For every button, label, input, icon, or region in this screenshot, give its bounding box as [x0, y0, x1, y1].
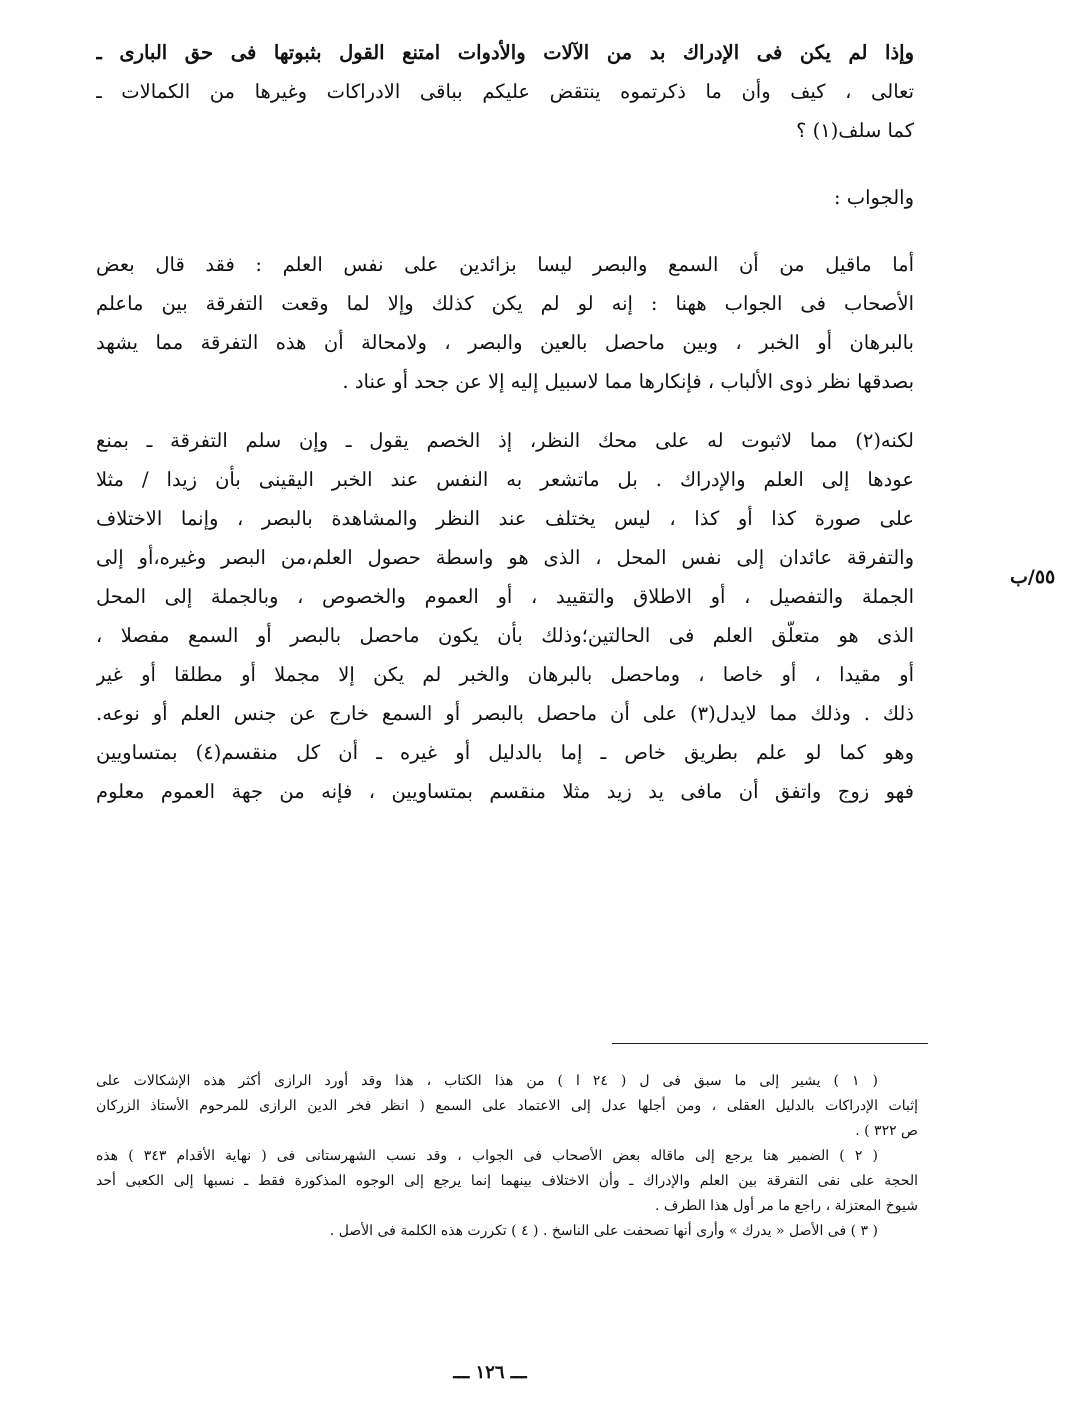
footnote-3-4-line: ( ٣ ) فى الأصل « يدرك » وأرى أنها تصحفت على الناسخ . ( ٤ ) تكررت هذه الكلمة فى الأصل . — [329, 1223, 878, 1239]
footnote-1-line-3: ص ٣٢٢ ) . — [855, 1123, 918, 1139]
paragraph1-line-1: أما ماقيل من أن السمع والبصر ليسا بزائدين على نفس العلم : فقد قال بعض — [96, 253, 914, 276]
paragraph2-line-1: لكنه(٢) مما لاثبوت له على محك النظر، إذ الخصم يقول ـ وإن سلم التفرقة ـ بمنع — [96, 429, 914, 452]
footnote-1-line-1: ( ١ ) يشير إلى ما سبق فى ل ( ٢٤ ا ) من هذا الكتاب ، هذا وقد أورد الرازى أكثر هذه الإشكالات على — [96, 1073, 878, 1089]
paragraph1-line-2: الأصحاب فى الجواب ههنا : إنه لو لم يكن كذلك وإلا لما وقعت التفرقة بين ماعلم — [96, 292, 914, 315]
footnote-2-line-1: ( ٢ ) الضمير هنا يرجع إلى ماقاله بعض الأصحاب فى الجواب ، وقد نسب الشهرستانى فى ( نهاية الأقدام ٣٤٣ ) هذه — [96, 1148, 878, 1164]
footnote-divider — [612, 1043, 928, 1044]
paragraph2-line-7: أو مقيدا ، أو خاصا ، وماحصل بالبرهان والخبر لم يكن إلا مجملا أو مطلقا أو غير — [96, 663, 914, 686]
paragraph2-line-3: على صورة كذا أو كذا ، ليس يختلف عند النظر والمشاهدة بالبصر ، وإنما الاختلاف — [96, 507, 914, 530]
question-line-3: كما سلف(١) ؟ — [796, 119, 914, 142]
paragraph2-line-9: وهو كما لو علم بطريق خاص ـ إما بالدليل أو غيره ـ أن كل منقسم(٤) بمتساويين — [96, 741, 914, 764]
question-line-2: تعالى ، كيف وأن ما ذكرتموه ينتقض عليكم بباقى الادراكات وغيرها من الكمالات ـ — [96, 80, 914, 103]
footnote-2-line-3: شيوخ المعتزلة ، راجع ما مر أول هذا الطرف . — [654, 1198, 918, 1214]
folio-margin-note: ٥٥/ب — [1010, 566, 1056, 588]
footnote-1-line-2: إثبات الإدراكات بالدليل العقلى ، ومن أجلها عدل إلى الاعتماد على السمع ( انظر فخر الدين الرازى للمرحوم الأستاذ الزركان — [96, 1098, 918, 1114]
paragraph2-line-10: فهو زوج واتفق أن مافى يد زيد مثلا منقسم بمتساويين ، فإنه من جهة العموم معلوم — [96, 780, 914, 803]
paragraph2-line-2: عودها إلى العلم والإدراك . بل ماتشعر به النفس عند الخبر اليقينى بأن زيدا / مثلا — [96, 468, 914, 491]
footnotes — [96, 1070, 918, 1245]
answer-heading: والجواب : — [834, 186, 914, 209]
main-text — [96, 38, 914, 816]
paragraph2-line-8: ذلك . وذلك مما لايدل(٣) على أن ماحصل بالبصر أو السمع خارج عن جنس العلم أو نوعه. — [96, 702, 914, 725]
paragraph2-line-5: الجملة والتفصيل ، أو الاطلاق والتقييد ، أو العموم والخصوص ، وبالجملة إلى المحل — [96, 585, 914, 608]
paragraph1-line-4: بصدقها نظر ذوى الألباب ، فإنكارها مما لاسبيل إليه إلا عن جحد أو عناد . — [342, 370, 914, 393]
paragraph1-line-3: بالبرهان أو الخبر ، وبين ماحصل بالعين والبصر ، ولامحالة أن هذه التفرقة مما يشهد — [96, 331, 914, 354]
page-number: ـــ ١٢٦ ـــ — [453, 1362, 527, 1383]
question-line-1: وإذا لم يكن فى الإدراك بد من الآلات والأدوات امتنع القول بثبوتها فى حق البارى ـ — [96, 41, 914, 64]
footnote-2-line-2: الحجة على نفى التفرقة بين العلم والإدراك ـ وأن الاختلاف بينهما إنما يرجع إلى الوجوه المذكورة فقط ـ نسبها إلى الكعبى أحد — [96, 1173, 918, 1189]
paragraph2-line-4: والتفرقة عائدان إلى نفس المحل ، الذى هو واسطة حصول العلم،من البصر وغيره،أو إلى — [96, 546, 914, 569]
paragraph2-line-6: الذى هو متعلّق العلم فى الحالتين؛وذلك بأن يكون ماحصل بالبصر أو السمع مفصلا ، — [96, 624, 914, 647]
